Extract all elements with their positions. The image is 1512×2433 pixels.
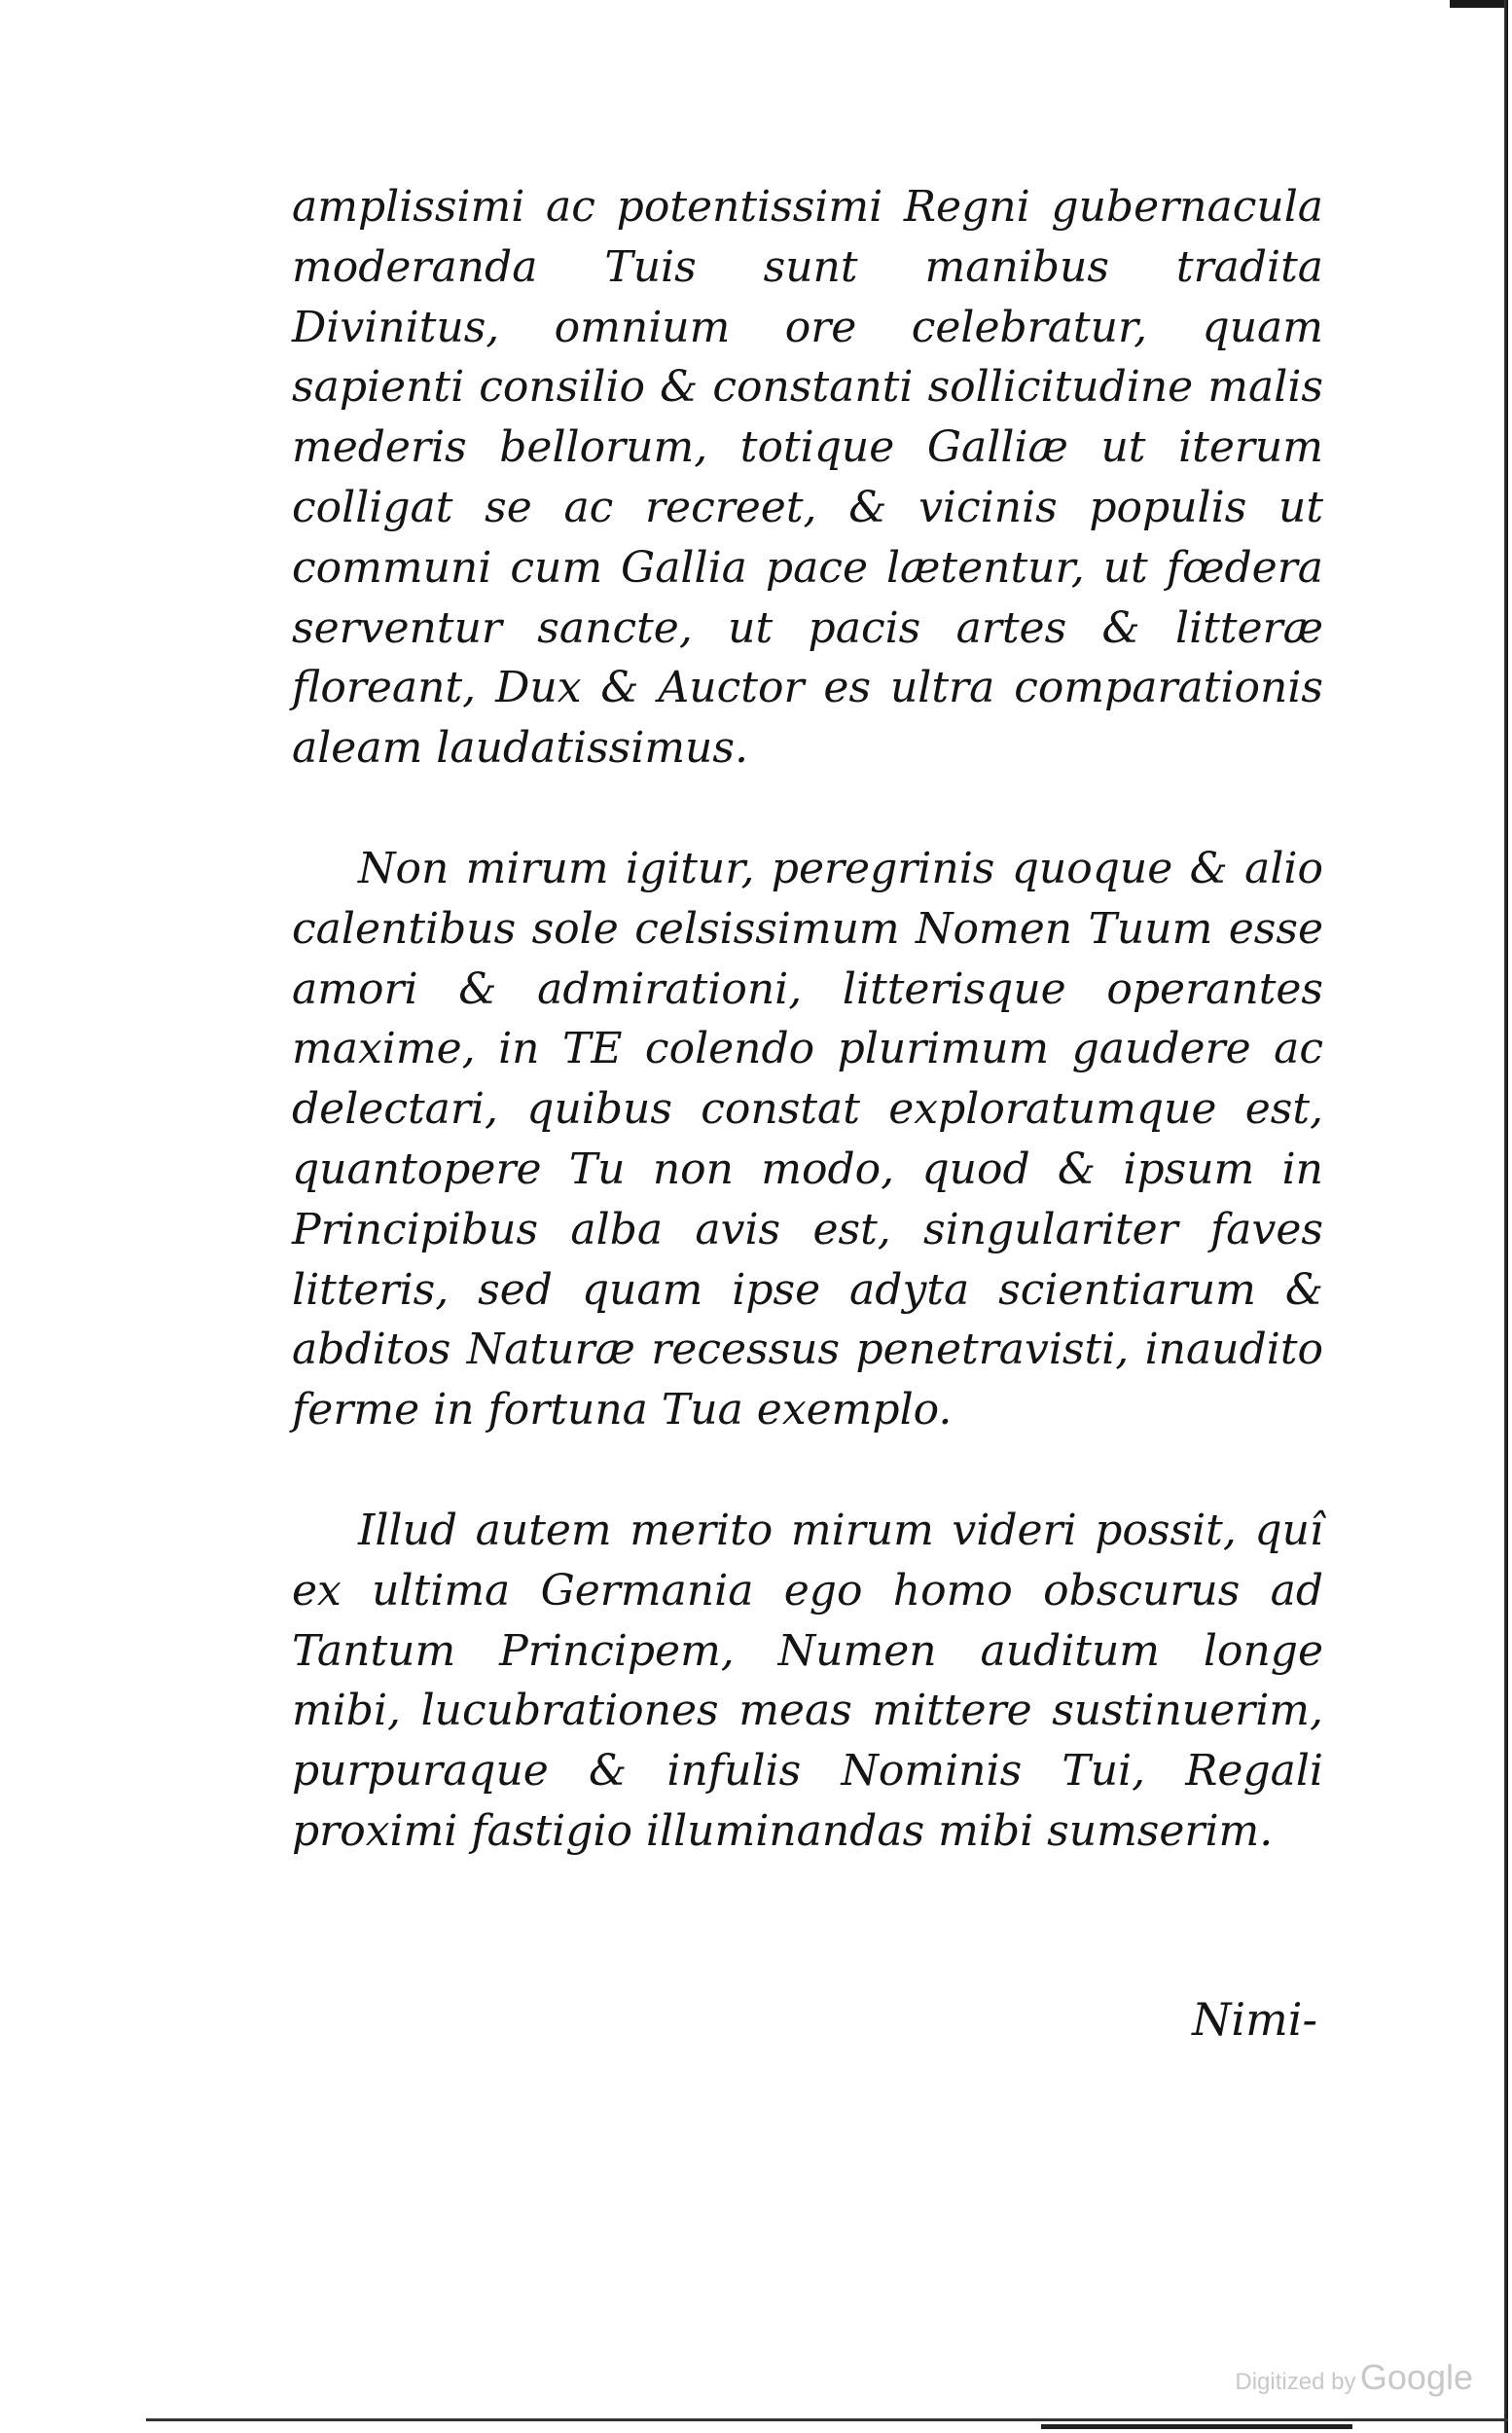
digitization-watermark: [1235, 2357, 1473, 2398]
body-text: [292, 177, 1323, 1862]
paragraph-3: Illud autem merito mirum videri possit, quî ex ultima Germania ego homo obscurus ad Tantum Principem, Numen auditum longe mibi, lucubrationes meas mittere sustinuerim, purpuraque & infulis Nominis Tui, Regali proximi fastigio illuminandas mibi sumserim.: [292, 1505, 1323, 1856]
scan-edge-top-right: [1450, 0, 1508, 8]
watermark-prefix: Digitized by: [1235, 2369, 1356, 2395]
catchword: Nimi-: [1192, 1993, 1317, 2046]
scan-edge-bottom-mark: [1041, 2424, 1352, 2429]
scan-edge-bottom: [146, 2418, 1508, 2421]
watermark-brand: Google: [1359, 2357, 1473, 2397]
paragraph-2: Non mirum igitur, peregrinis quoque & alio calentibus sole celsissimum Nomen Tuum esse amori & admirationi, litterisque operantes maxime, in TE colendo plurimum gaudere ac delectari, quibus constat exploratumque est, quantopere Tu non modo, quod & ipsum in Principibus alba avis est, singulariter faves litteris, sed quam ipse adyta scientiarum & abditos Naturæ recessus penetravisti, inaudito ferme in fortuna Tua exemplo.: [292, 843, 1323, 1435]
scan-edge-right: [1504, 0, 1508, 2433]
paragraph-1: amplissimi ac potentissimi Regni gubernacula moderanda Tuis sunt manibus tradita Divinitus, omnium ore celebratur, quam sapienti consilio & constanti sollicitudine malis mederis bellorum, totique Galliæ ut iterum colligat se ac recreet, & vicinis populis ut communi cum Gallia pace lætentur, ut fœdera serventur sancte, ut pacis artes & litteræ floreant, Dux & Auctor es ultra comparationis aleam laudatissimus.: [292, 182, 1323, 774]
